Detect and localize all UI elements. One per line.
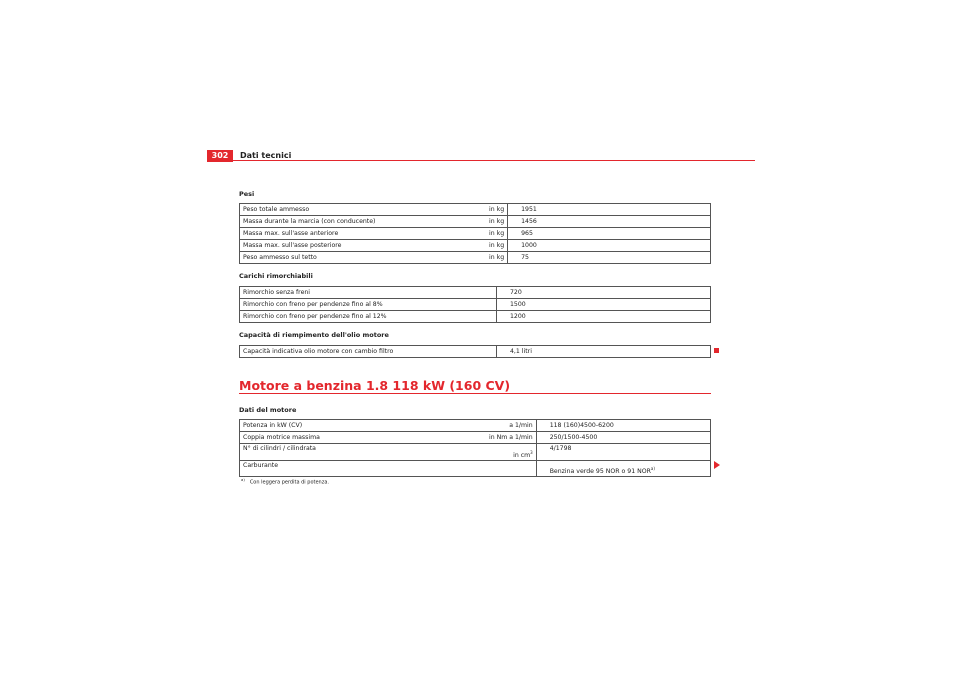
row-label: Rimorchio con freno per pendenze fino al 12%	[240, 311, 497, 323]
row-value: 1000	[508, 240, 711, 252]
table-row	[240, 287, 711, 299]
table-row	[240, 240, 711, 252]
table-row	[240, 432, 711, 444]
row-unit	[486, 461, 536, 477]
row-unit: in kg	[486, 204, 508, 216]
value-text: Benzina verde 95 NOR o 91 NOR	[549, 468, 651, 475]
section-end-marker	[714, 348, 719, 353]
row-label: Rimorchio con freno per pendenze fino al 8%	[240, 299, 497, 311]
row-unit: in kg	[486, 228, 508, 240]
row-label: Massa durante la marcia (con conducente)	[240, 216, 487, 228]
engine-data-title: Dati del motore	[239, 406, 297, 414]
weights-section-title: Pesi	[239, 190, 255, 198]
row-value: 1951	[508, 204, 711, 216]
oil-section-title: Capacità di riempimento dell'olio motore	[239, 331, 389, 339]
unit-superscript: 3	[530, 449, 533, 455]
footnote	[241, 477, 329, 486]
row-value: 1200	[497, 311, 711, 323]
row-value: 1500	[497, 299, 711, 311]
row-value: 1456	[508, 216, 711, 228]
table-row	[240, 216, 711, 228]
row-value	[536, 461, 710, 477]
table-row	[240, 420, 711, 432]
page-number: 302	[207, 150, 233, 162]
footnote-marker: a)	[241, 477, 245, 482]
oil-table	[239, 345, 711, 358]
unit-text: in cm	[513, 452, 531, 459]
row-unit: in kg	[486, 216, 508, 228]
row-label: Potenza in kW (CV)	[240, 420, 487, 432]
trailer-section-title: Carichi rimorchiabili	[239, 272, 313, 280]
table-row	[240, 228, 711, 240]
engine-table	[239, 419, 711, 477]
row-value: 118 (160)4500-6200	[536, 420, 710, 432]
table-row	[240, 346, 711, 358]
row-label: Massa max. sull'asse anteriore	[240, 228, 487, 240]
table-row	[240, 444, 711, 461]
row-label: N° di cilindri / cilindrata	[240, 444, 487, 461]
row-label: Coppia motrice massima	[240, 432, 487, 444]
table-row	[240, 204, 711, 216]
table-row	[240, 461, 711, 477]
row-value: 250/1500-4500	[536, 432, 710, 444]
engine-heading-divider	[239, 393, 711, 394]
row-unit: a 1/min	[486, 420, 536, 432]
row-value: 75	[508, 252, 711, 264]
row-label: Peso ammesso sul tetto	[240, 252, 487, 264]
row-unit: in kg	[486, 252, 508, 264]
row-label: Rimorchio senza freni	[240, 287, 497, 299]
continue-arrow-icon	[714, 461, 720, 469]
row-label: Massa max. sull'asse posteriore	[240, 240, 487, 252]
row-label: Peso totale ammesso	[240, 204, 487, 216]
weights-table	[239, 203, 711, 264]
trailer-table	[239, 286, 711, 323]
row-unit: in Nm a 1/min	[486, 432, 536, 444]
footnote-text: Con leggera perdita di potenza.	[249, 479, 329, 486]
row-value: 4,1 litri	[497, 346, 711, 358]
row-value: 720	[497, 287, 711, 299]
row-label: Capacità indicativa olio motore con cambio filtro	[240, 346, 497, 358]
page-title: Dati tecnici	[240, 151, 292, 160]
row-value: 965	[508, 228, 711, 240]
engine-heading: Motore a benzina 1.8 118 kW (160 CV)	[239, 378, 511, 393]
row-unit: in kg	[486, 240, 508, 252]
header-divider	[207, 160, 755, 161]
table-row	[240, 252, 711, 264]
table-row	[240, 311, 711, 323]
table-row	[240, 299, 711, 311]
footnote-ref: a)	[650, 465, 655, 471]
row-value: 4/1798	[536, 444, 710, 461]
row-label: Carburante	[240, 461, 487, 477]
row-unit	[486, 444, 536, 461]
